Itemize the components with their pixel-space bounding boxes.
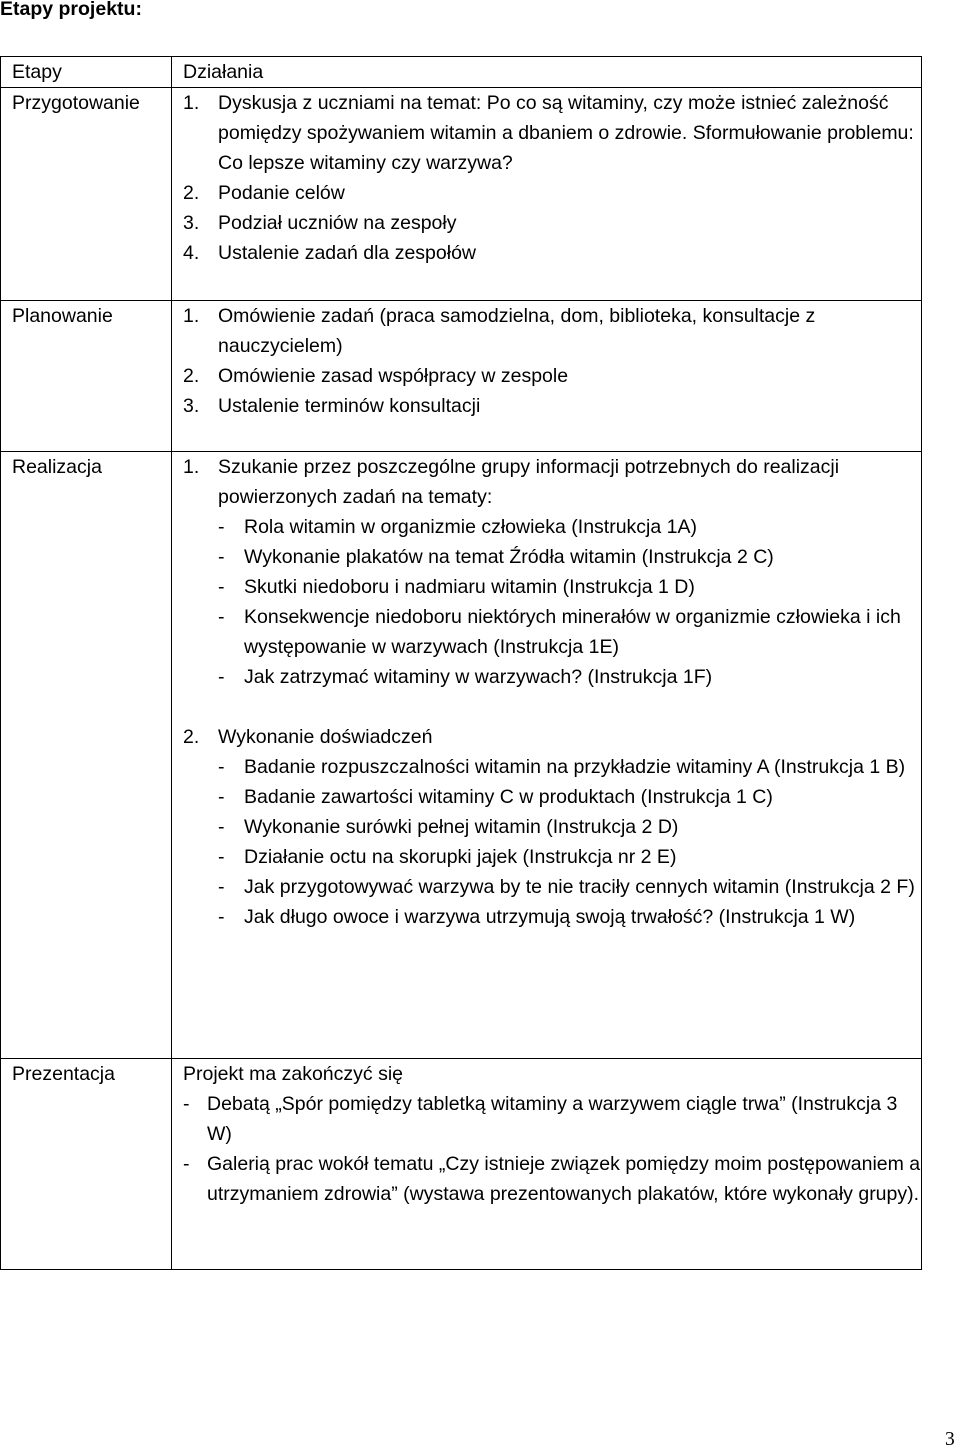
project-stages-table [0,56,922,1270]
stage-label: Realizacja [1,452,172,1059]
column-header-actions: Działania [172,57,922,88]
sub-list-item: - Debatą „Spór pomiędzy tabletką witaminy a warzywem ciągle trwa” (Instrukcja 3 W) [183,1093,898,1145]
table-header-row [1,57,922,88]
presentation-intro: Projekt ma zakończyć się [183,1063,403,1085]
stage-actions [172,301,922,452]
column-header-stage: Etapy [1,57,172,88]
page-number: 3 [945,1429,955,1450]
list-item: 2. Wykonanie doświadczeń [183,726,433,748]
sub-list [183,1089,921,1209]
stage-label: Prezentacja [1,1059,172,1270]
sub-list-item: - Jak zatrzymać witaminy w warzywach? (Instrukcja 1F) [218,666,713,688]
table-row [1,88,922,301]
table-row [1,1059,922,1270]
sub-list [218,512,921,692]
stage-actions [172,1059,922,1270]
stage-label: Przygotowanie [1,88,172,301]
sub-list-item: - Wykonanie plakatów na temat Źródła witamin (Instrukcja 2 C) [218,546,774,568]
stage-label: Planowanie [1,301,172,452]
table-row [1,301,922,452]
sub-list-item: - Działanie octu na skorupki jajek (Instrukcja nr 2 E) [218,846,677,868]
list-item: 1. Dyskusja z uczniami na temat: Po co są witaminy, czy może istnieć zależność pomiędzy spożywaniem witamin a dbaniem o zdrowie. Sformułowanie problemu: Co lepsze witaminy czy warzywa? [183,92,914,174]
list-item: 4. Ustalenie zadań dla zespołów [183,242,476,264]
list-item: 3. Podział uczniów na zespoły [183,212,457,234]
list-item: 1. Omówienie zadań (praca samodzielna, dom, biblioteka, konsultacje z nauczycielem) [183,305,816,357]
section-heading: Etapy projektu: [0,0,142,20]
stage-actions [172,88,922,301]
sub-list-item: - Rola witamin w organizmie człowieka (Instrukcja 1A) [218,516,697,538]
sub-list-item: - Jak długo owoce i warzywa utrzymują swoją trwałość? (Instrukcja 1 W) [218,906,856,928]
sub-list-item: - Konsekwencje niedoboru niektórych minerałów w organizmie człowieka i ich występowanie w warzywach (Instrukcja 1E) [218,606,901,658]
table-row [1,452,922,1059]
sub-list [218,752,921,932]
list-item: 3. Ustalenie terminów konsultacji [183,395,481,417]
sub-list-item: - Badanie zawartości witaminy C w produktach (Instrukcja 1 C) [218,786,773,808]
sub-list-item: - Skutki niedoboru i nadmiaru witamin (Instrukcja 1 D) [218,576,695,598]
list-item: 2. Omówienie zasad współpracy w zespole [183,365,569,387]
list-item: 2. Podanie celów [183,182,345,204]
sub-list-item: - Badanie rozpuszczalności witamin na przykładzie witaminy A (Instrukcja 1 B) [218,756,906,778]
list-item: 1. Szukanie przez poszczególne grupy informacji potrzebnych do realizacji powierzonych zadań na tematy: [183,456,840,508]
stage-actions [172,452,922,1059]
sub-list-item: - Jak przygotowywać warzywa by te nie traciły cennych witamin (Instrukcja 2 F) [218,876,915,898]
sub-list-item: - Galerią prac wokół tematu „Czy istnieje związek pomiędzy moim postępowaniem a utrzymaniem zdrowia” (wystawa prezentowanych plakatów, które wykonały grupy). [183,1153,921,1205]
sub-list-item: - Wykonanie surówki pełnej witamin (Instrukcja 2 D) [218,816,679,838]
